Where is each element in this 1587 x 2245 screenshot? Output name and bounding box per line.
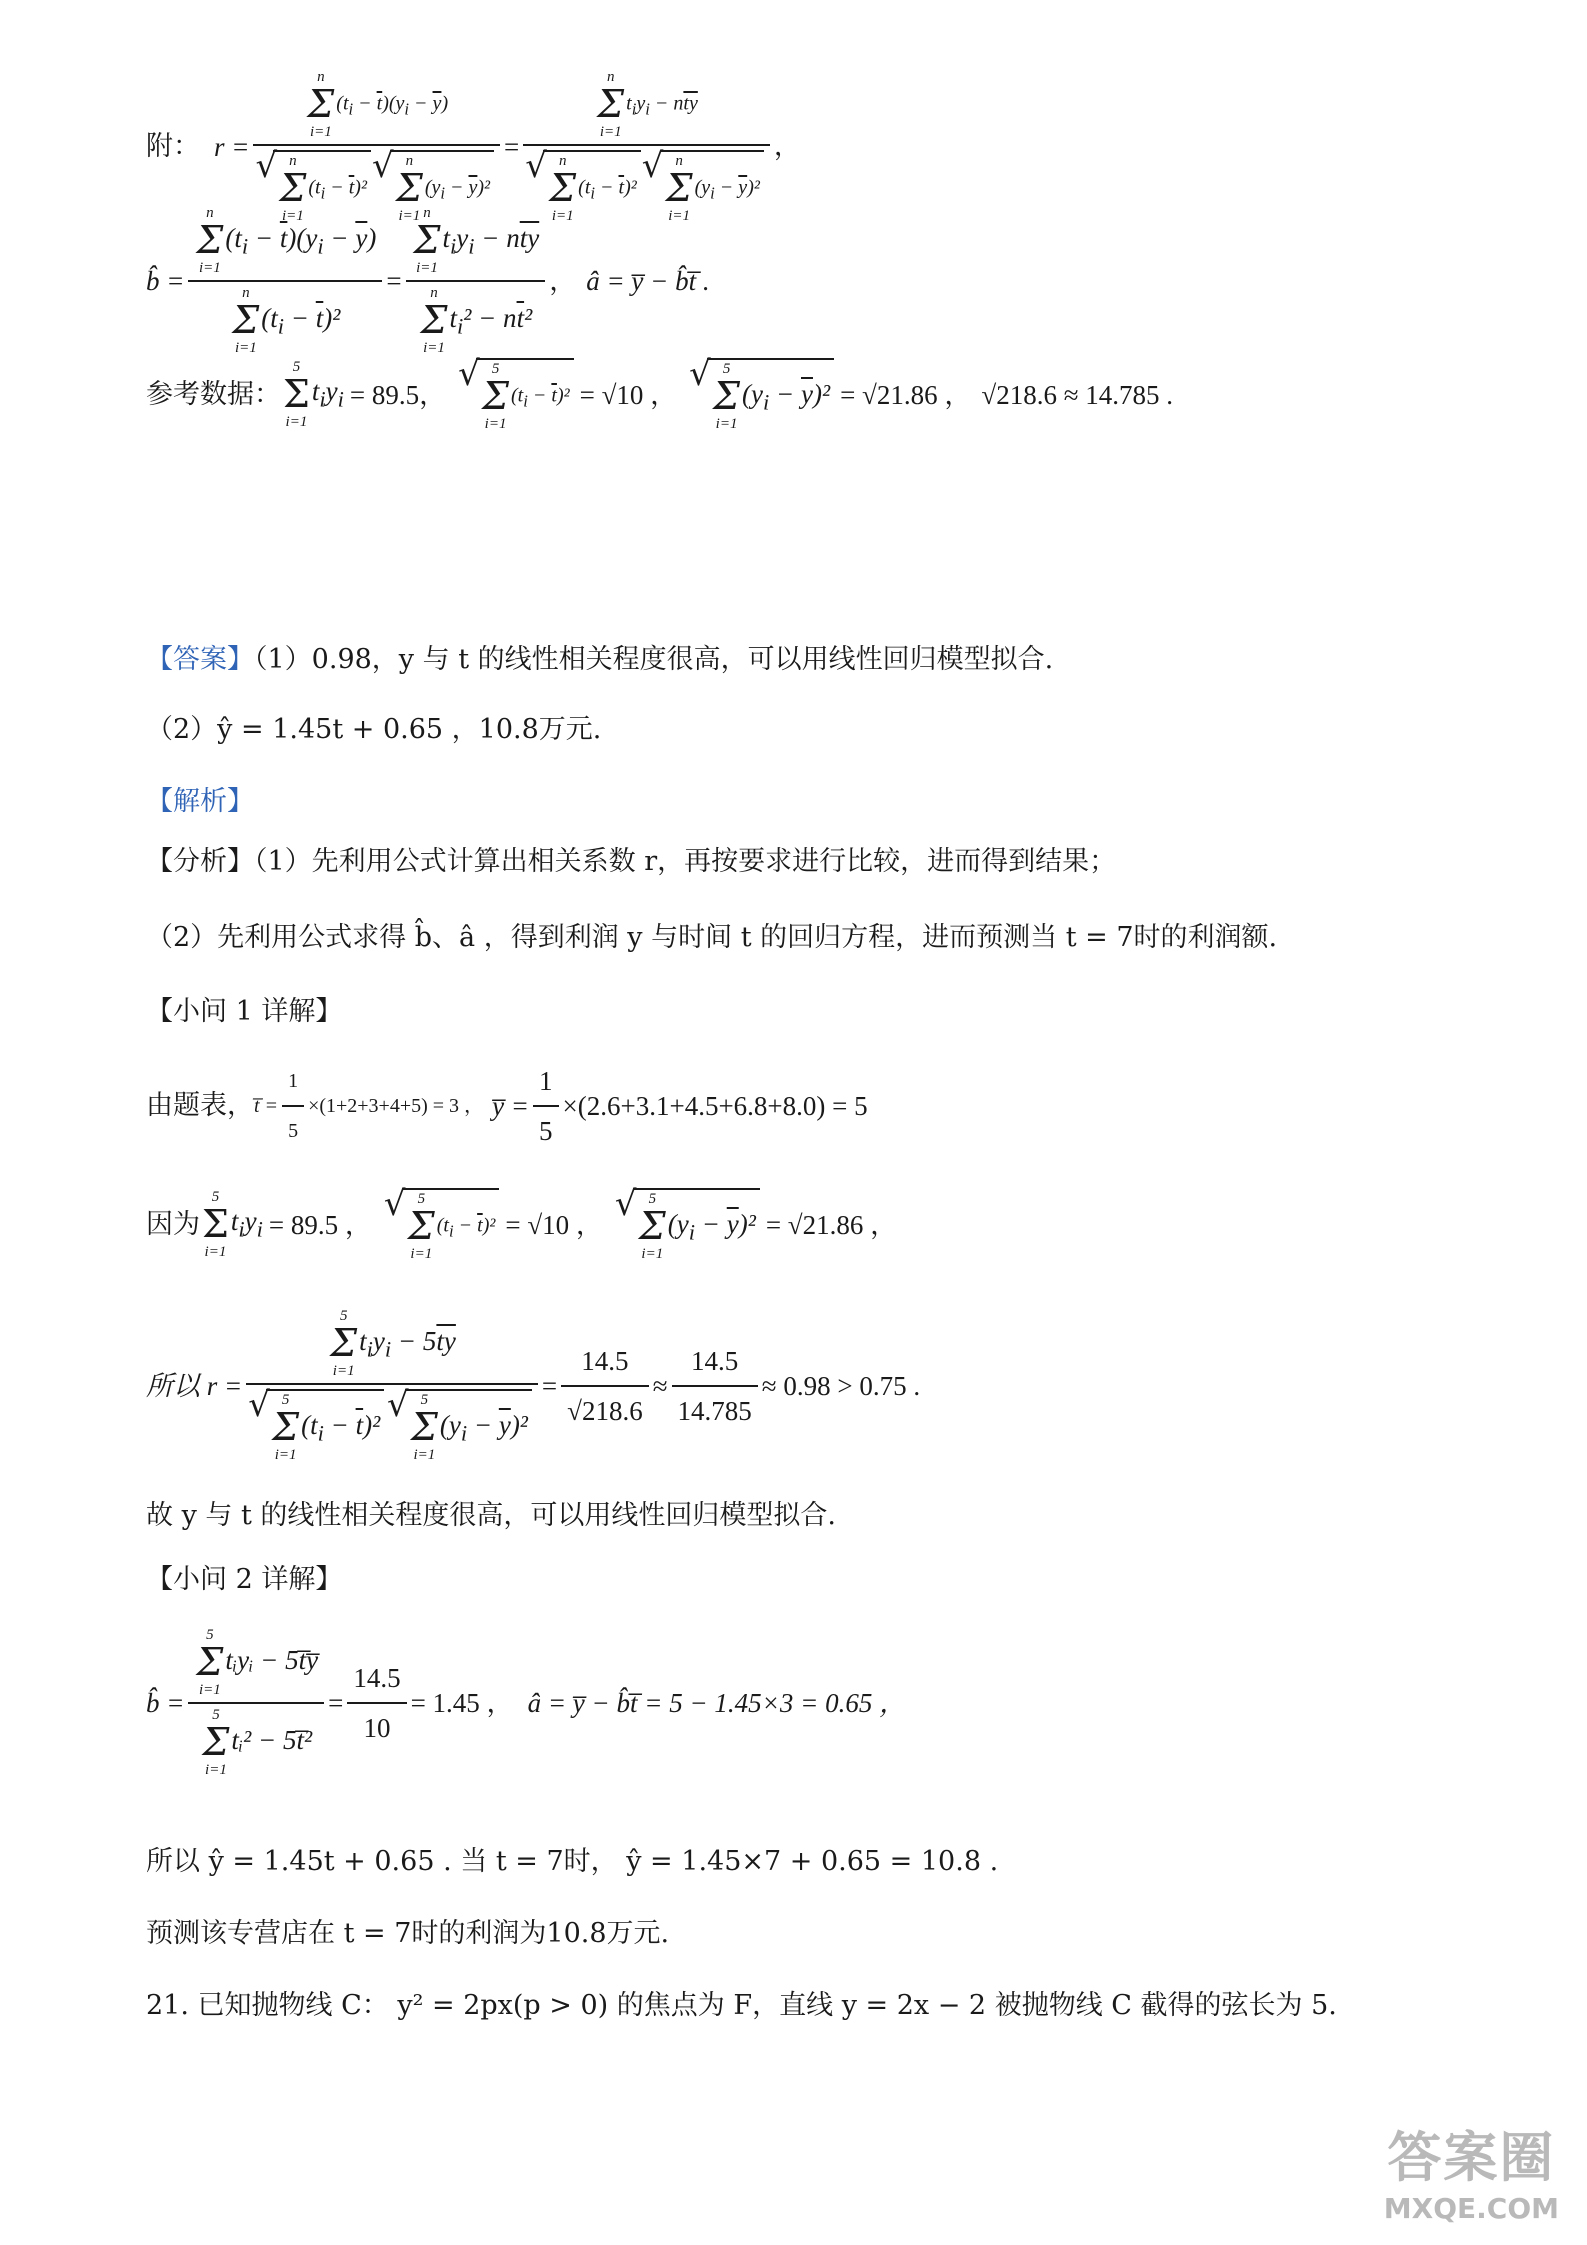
ybar-frac: $\frac{1}{5}$ [533,1061,559,1151]
analysis-tag: 【解析】 [146,786,254,817]
because-2: = √10 ， [505,1210,603,1240]
fenxi-line-1 [146,842,1116,882]
bhat-lhs: b̂ = [146,266,185,296]
fenxi-2: （2）先利用公式求得 b̂、â ，得到利润 y 与时间 t 的回归方程，进而预测当 t = 7时的利润额. [146,922,1278,953]
q2-so-line: 所以 ŷ = 1.45t + 0.65 . 当 t = 7时， ŷ = 1.45×7 + 0.65 = 10.8 . [146,1846,999,1877]
ref-approx: √218.6 ≈ 14.785 . [981,380,1174,410]
appendix-label: 附： [146,131,200,162]
fenxi-tag: 【分析】 [146,846,254,877]
q2-b-frac-num: 14.5 [353,1663,401,1693]
so-r: 所以 r = [146,1371,243,1401]
appendix-r-formula: 附： r = n Σ i=1 $(t_i - \overline{t})(y_i - \overline{y})$ √ n Σ i=1 $(t_i - \overline{t})^2$ √ n Σ i=1 $(y_i - \overline{y})^2$ = n Σ i=1 $t_iy_i - n\overline{ty}$ √ n Σ i=1 $(t_i - \overline{t})^2$ √ n Σ i=1 $(y_i - \overline{y})^2$ ， [146,92,801,202]
bhat-fraction-1: n Σ i=1 $(t_i - \overline{t})(y_i - \overline{y})$ n Σ i=1 $(t_i - \overline{t})^2$ [188,206,382,356]
r-frac-2-den: 14.785 [672,1385,758,1431]
q1-because-line: 因为 5 Σ i=1 $t_iy_i$ = 89.5 ， √ 5 Σ i=1 $(t_i - \overline{t})^2$ = √10 ， √ 5 Σ i=1 $(y_i - \overline{y})^2$ = √21.86 ， [146,1180,897,1270]
q2-b-fraction: 5 Σ i=1 tᵢyᵢ − 5t̅y̅ 5 Σ i=1 tᵢ² − 5t̅² [188,1628,324,1778]
bhat-fraction-2: n Σ i=1 $t_iy_i - n\overline{ty}$ n Σ i=1 $t_i^2 - n\overline{t}^2$ [406,206,546,356]
watermark [1384,2115,1559,2225]
r-frac-2 [672,1341,758,1431]
so-eq: = [541,1371,558,1401]
r-fraction-2: n Σ i=1 $t_iy_i - n\overline{ty}$ √ n Σ i=1 $(t_i - \overline{t})^2$ √ n Σ i=1 $(y_i - \overline{y})^2$ [523,70,770,224]
ybar-rest: ×(2.6+3.1+4.5+6.8+8.0) = 5 [562,1091,868,1121]
ybar-label: y̅ = [492,1091,530,1121]
fenxi-1: （1）先利用公式计算出相关系数 r，再按要求进行比较，进而得到结果； [254,846,1117,877]
question-21: 21. 已知抛物线 C： y² = 2px(p > 0) 的焦点为 F，直线 y = 2x − 2 被抛物线 C 截得的弦长为 5. [146,1990,1337,2021]
ref-sum-value: = 89.5， [349,380,447,410]
r-lhs: r = [214,132,250,162]
answer-line-2 [146,710,601,750]
r-result: ≈ 0.98 > 0.75 . [761,1371,921,1401]
tbar-rest: ×(1+2+3+4+5) = 3 ， [308,1095,485,1117]
watermark-logo: 答案圈 [1387,2126,1556,2189]
comma: ， [773,131,801,162]
r-fraction-1: n Σ i=1 $(t_i - \overline{t})(y_i - \overline{y})$ √ n Σ i=1 $(t_i - \overline{t})^2$ √ n Σ i=1 $(y_i - \overline{y})^2$ [253,70,500,224]
r-frac-1 [561,1341,649,1431]
q1-tag: 【小问 1 详解】 [146,996,343,1027]
q1-means-line [146,1064,868,1148]
q1-prefix: 由题表， [146,1090,254,1121]
answer-tag: 【答案】 [146,644,254,675]
reference-label: 参考数据： [146,379,281,410]
because-label: 因为 [146,1209,200,1240]
q2-b-num-tail: tᵢyᵢ − 5t̅y̅ [225,1645,319,1676]
ref-sqrt10: = √10 ， [579,380,678,410]
q2-b-den-tail: tᵢ² − 5t̅² [231,1725,313,1756]
r-frac-2-num: 14.5 [691,1346,739,1376]
answer-part1: （1）0.98，y 与 t 的线性相关程度很高，可以用线性回归模型拟合. [254,644,1054,675]
q2-tag: 【小问 2 详解】 [146,1564,343,1595]
tbar-label: t̅ = [254,1095,279,1117]
appendix-b-formula: b̂ = n Σ i=1 $(t_i - \overline{t})(y_i - \overline{y})$ n Σ i=1 $(t_i - \overline{t})^2$ = n Σ i=1 $t_iy_i - n\overline{ty}$ n Σ i=1 $t_i^2 - n\overline{t}^2$ ， â = y̅ − b̂t̅ . [146,205,710,356]
answer-part2: （2）ŷ = 1.45t + 0.65 ，10.8万元. [146,714,602,745]
answer-line-1 [146,640,1053,680]
tbar-frac: $\frac{1}{5}$ [282,1061,304,1151]
because-3: = √21.86 ， [765,1210,898,1240]
watermark-url: MXQE.COM [1383,2192,1559,2225]
q2-b-val: = 1.45 ， [410,1688,514,1718]
q2-b-frac-den: 10 [347,1702,406,1748]
q1-r-calc [146,1296,920,1476]
q2-a-eq: â = y̅ − b̂t̅ = 5 − 1.45×3 = 0.65 ， [527,1688,907,1718]
r-frac-1-num: 14.5 [581,1346,629,1376]
r-calc-fraction: 5 Σ i=1 $t_iy_i - 5\overline{ty}$ √ 5 Σ i=1 $(t_i - \overline{t})^2$ √ 5 Σ i=1 $(y_i - \overline{y})^2$ [246,1309,538,1463]
q2-b-frac-val [347,1658,406,1748]
ahat-formula: â = y̅ − b̂t̅ . [586,266,710,296]
q2-b-eq: = [328,1688,344,1718]
reference-data: 参考数据： 5 Σ i=1 $t_iy_i$ = 89.5， √ 5 Σ i=1 $(t_i - \overline{t})^2$ = √10 ， √ 5 Σ i=1 $(y_i - \overline{y})^2$ = √21.86 ， √218.6 ≈ 14.785 . [146,350,1173,440]
q2-b-calc: b̂ = 5 Σ i=1 tᵢyᵢ − 5t̅y̅ 5 Σ i=1 tᵢ² − 5t̅² = $\frac{14.5}{10}$ = 1.45 ， â = y̅ − b̂t̅ = 5 − 1.45×3 = 0.65 ， [146,1627,907,1778]
ref-sqrt-yy: = √21.86 ， [840,380,972,410]
q1-conclusion: 故 y 与 t 的线性相关程度很高，可以用线性回归模型拟合. [146,1500,837,1531]
r-frac-1-den: √218.6 [561,1385,649,1431]
because-1: = 89.5 ， [268,1210,372,1240]
q2-predict: 预测该专营店在 t = 7时的利润为10.8万元. [146,1918,670,1949]
approx-sign: ≈ [652,1371,668,1401]
